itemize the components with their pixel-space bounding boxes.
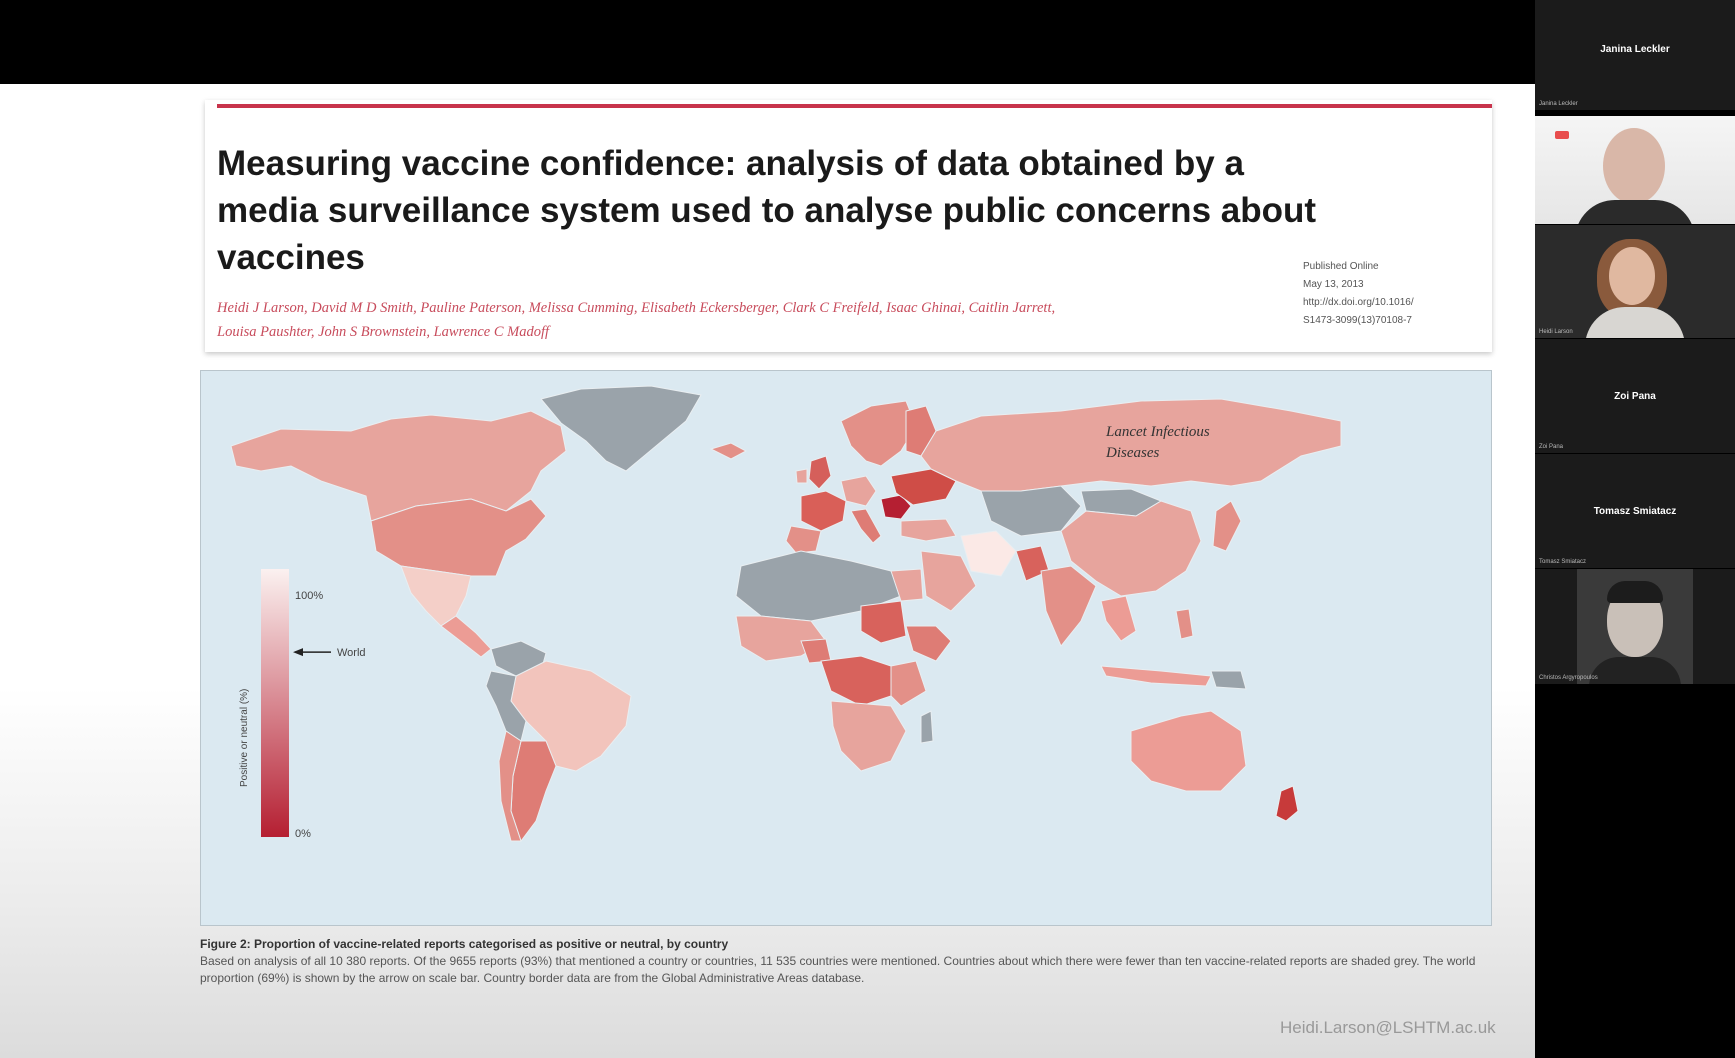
participant-video — [1535, 225, 1735, 338]
participant-video — [1577, 569, 1693, 684]
recording-indicator-icon — [1555, 131, 1569, 139]
published-label: Published Online — [1303, 261, 1379, 272]
authors-line-1: Heidi J Larson, David M D Smith, Pauline Paterson, Melissa Cumming, Elisabeth Eckersberger, Clark C Freifeld, Isaac Ghinai, Caitlin Jarrett, — [217, 300, 1056, 316]
contact-email: Heidi.Larson@LSHTM.ac.uk — [1280, 1018, 1496, 1037]
participant-small-label: Heidi Larson — [1539, 329, 1573, 335]
map-annotation-line-2: Diseases — [1106, 445, 1160, 461]
participant-name: Janina Leckler — [1600, 44, 1670, 55]
country-ireland — [796, 469, 807, 483]
participant-video-strip — [1535, 0, 1735, 684]
legend-scale-bar — [261, 569, 289, 837]
participant-hair — [1607, 581, 1663, 603]
doi-line-2: S1473-3099(13)70108-7 — [1303, 315, 1412, 326]
authors-line-2: Louisa Paushter, John S Brownstein, Lawrence C Madoff — [217, 324, 550, 340]
participant-name: Tomasz Smiatacz — [1593, 506, 1677, 517]
participant-name: Zoi Pana — [1614, 391, 1656, 402]
participant-body — [1589, 657, 1681, 684]
participant-tile-1[interactable] — [1535, 0, 1735, 111]
doi-line-1: http://dx.doi.org/10.1016/ — [1303, 297, 1414, 308]
participant-face — [1603, 128, 1665, 204]
participant-small-label: Christos Argyropoulos — [1539, 675, 1598, 681]
world-map — [201, 371, 1492, 926]
legend-bottom-label: 0% — [295, 828, 311, 840]
participant-body — [1585, 307, 1685, 338]
country-madagascar — [921, 711, 933, 743]
paper-header-card — [205, 100, 1492, 352]
accent-rule — [217, 104, 1492, 108]
participant-tile-4[interactable] — [1535, 339, 1735, 454]
participant-tile-5[interactable] — [1535, 454, 1735, 569]
participant-face — [1609, 247, 1655, 305]
participant-tile-6[interactable] — [1535, 569, 1735, 685]
participant-small-label: Janina Leckler — [1539, 101, 1578, 107]
country-papua-new-guinea — [1211, 671, 1246, 689]
participant-small-label: Tomasz Smiatacz — [1539, 559, 1587, 565]
participant-small-label: Zoi Pana — [1539, 444, 1564, 450]
participant-tile-2[interactable] — [1535, 116, 1735, 225]
country-turkey — [901, 519, 956, 541]
figure-caption — [200, 936, 1500, 987]
figure-caption-title: Figure 2: Proportion of vaccine-related reports categorised as positive or neutral, by country — [200, 937, 729, 951]
paper-title: Measuring vaccine confidence: analysis of data obtained by a media surveillance system used to analyse public concerns about vaccines — [217, 144, 1317, 277]
published-date: May 13, 2013 — [1303, 279, 1364, 290]
figure-caption-body: Based on analysis of all 10 380 reports. Of the 9655 reports (93%) that mentioned a country or countries, 11 535 countries were mentioned. Countries about which there were fewer than ten vaccine-related reports are shaded grey. The world proportion (69%) is shown by the arrow on scale bar. Country border data are from the Global Administrative Areas database. — [200, 954, 1476, 985]
world-map-figure — [200, 370, 1492, 926]
participant-tile-3[interactable] — [1535, 225, 1735, 339]
paper-authors — [217, 296, 1277, 344]
legend-top-label: 100% — [295, 590, 324, 602]
participant-video — [1535, 116, 1735, 224]
publication-info — [1303, 258, 1483, 330]
map-annotation-line-1: Lancet Infectious — [1106, 424, 1210, 440]
legend-world-label: World — [337, 647, 366, 660]
legend-axis-label: Positive or neutral (%) — [239, 688, 250, 787]
participant-body — [1575, 200, 1695, 224]
